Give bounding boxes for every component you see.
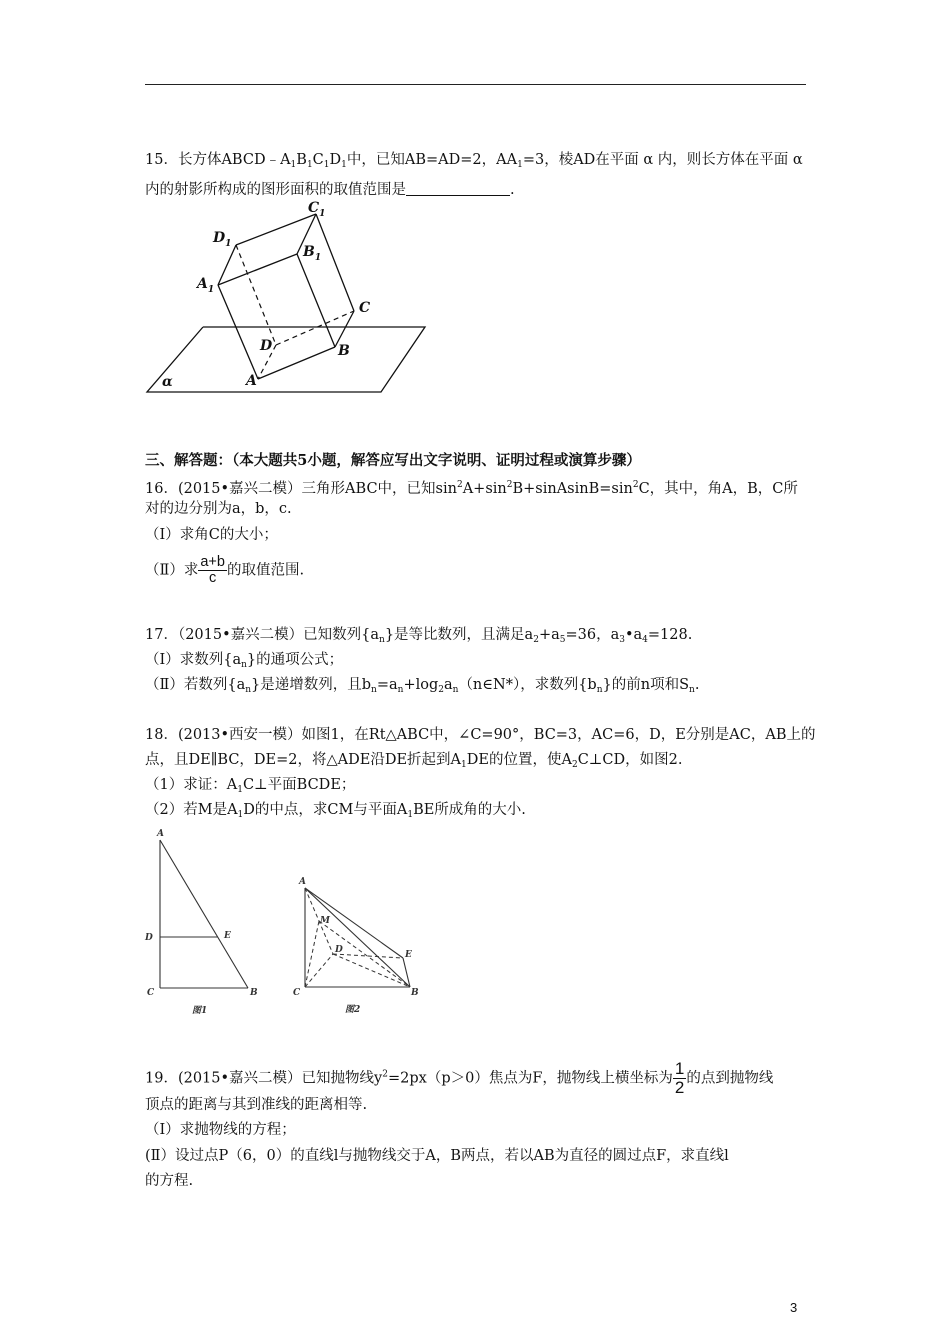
svg-text:B: B <box>411 988 419 998</box>
label-d1: $D_1$ <box>213 230 232 249</box>
q15-line1: 15．长方体$ABCD﹣A_1B_1C_1D_1$中，已知AB=AD=2，$AA_1=3$，棱AD在平面 α 内，则长方体在平面 α <box>145 152 803 170</box>
svg-text:M: M <box>320 916 330 926</box>
svg-text:C: C <box>147 988 155 998</box>
q18-line1: 18．(2013•西安一模）如图1，在Rt△ABC中，∠C=90°，BC=3，AC=6，D，E分别是AC，AB上的 <box>145 727 816 743</box>
svg-text:D: D <box>335 945 343 955</box>
label-b: B <box>338 343 350 359</box>
q17-part2: （Ⅱ）若数列$\{a_n\}$是递增数列，且$b_n=a_n+\log_2a_n(n\in N*)$，求数列$\{b_n\}$的前n项和$S_n$. <box>145 677 700 695</box>
header-rule <box>145 84 806 85</box>
svg-text:C: C <box>293 988 301 998</box>
svg-text:图2: 图2 <box>345 1005 361 1015</box>
q17-line1: 17．（2015•嘉兴二模）已知数列$\{a_n\}$是等比数列，且满足$a_2+a_5=36$，$a_3•a_4=128$. <box>145 627 693 645</box>
svg-text:E: E <box>405 950 412 960</box>
svg-text:图1: 图1 <box>192 1006 208 1016</box>
svg-text:A: A <box>157 829 164 839</box>
label-a: A <box>246 373 257 389</box>
fraction-one-half: $\frac{1}{2}$ <box>674 1059 685 1097</box>
q19-part2: (Ⅱ）设过点P（6，0）的直线l与抛物线交于A，B两点，若以AB为直径的圆过点F，求直线l <box>145 1148 729 1164</box>
label-a1: $A_1$ <box>197 276 215 295</box>
q18-line2: 点，且DE∥BC，DE=2，将△ADE沿DE折起到$A_1DE$的位置，使$A_2C\perp CD$，如图2. <box>145 752 683 770</box>
label-b1: $B_1$ <box>303 244 322 263</box>
page-number: 3 <box>790 1300 798 1315</box>
q18-part2: （2）若M是$A_1D$的中点，求CM与平面$A_1BE$所成角的大小. <box>145 802 526 820</box>
section-3-heading: 三、解答题：（本大题共5小题，解答应写出文字说明、证明过程或演算步骤） <box>145 452 641 469</box>
svg-text:A: A <box>299 877 306 887</box>
q17-part1: （Ⅰ）求数列$\{a_n\}$的通项公式； <box>145 652 344 670</box>
answer-blank[interactable] <box>406 181 510 196</box>
q16-line1: 16．(2015•嘉兴二模）三角形ABC中，已知$\sin^2A+\sin^2B+sinAsinB=\sin^2C$，其中，角A，B，C所 <box>145 480 798 497</box>
q19-part3: 的方程. <box>145 1173 194 1189</box>
label-c: C <box>359 300 371 316</box>
q16-line2: 对的边分别为a，b，c. <box>145 501 292 517</box>
svg-text:B: B <box>250 988 258 998</box>
svg-text:D: D <box>145 933 153 943</box>
q15-line2: 内的射影所构成的图形面积的取值范围是 . <box>145 182 515 198</box>
q18-figure-1 <box>140 825 270 1020</box>
q19-part1: （Ⅰ）求抛物线的方程； <box>145 1122 296 1138</box>
q15-figure-cuboid <box>140 200 440 400</box>
q16-part2: （Ⅱ）求 $\frac{a+b}{c}$ 的取值范围. <box>145 554 305 586</box>
label-d: D <box>260 338 273 354</box>
q18-part1: （1）求证：$A_1C\perp$平面BCDE； <box>145 777 356 795</box>
svg-text:E: E <box>224 931 231 941</box>
label-alpha: α <box>162 374 173 390</box>
q16-part1: （Ⅰ）求角C的大小； <box>145 527 278 543</box>
q18-figure-2 <box>285 870 425 1020</box>
label-c1: $C_1$ <box>308 200 326 219</box>
q19-line1: 19．(2015•嘉兴二模）已知抛物线$y^2=2px(p>0)$焦点为F，抛物线上横坐标为 $\frac{1}{2}$ 的点到抛物线 <box>145 1059 774 1097</box>
q19-line2: 顶点的距离与其到准线的距离相等. <box>145 1097 368 1113</box>
fraction-a-plus-b-over-c: $\frac{a+b}{c}$ <box>200 554 225 586</box>
